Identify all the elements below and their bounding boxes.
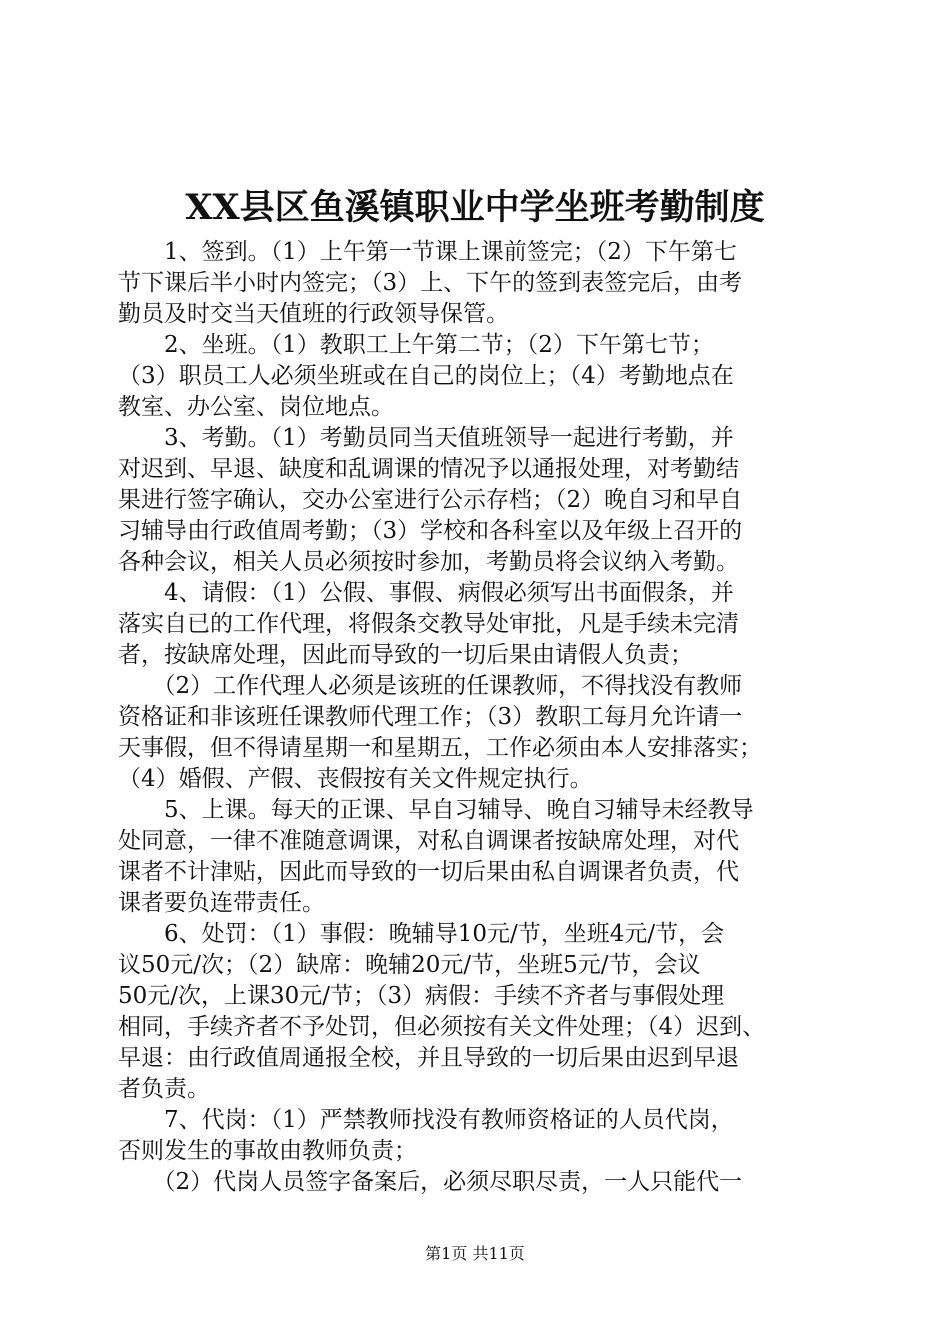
body-line: （3）职员工人必须坐班或在自己的岗位上；（4）考勤地点在 — [118, 363, 734, 389]
document-title: XX县区鱼溪镇职业中学坐班考勤制度 — [185, 187, 765, 228]
body-line: 2、坐班。（1）教职工上午第二节；（2）下午第七节； — [118, 332, 714, 358]
body-line: 天事假，但不得请星期一和星期五，工作必须由本人安排落实； — [118, 735, 762, 761]
page-footer: 第1页 共11页 — [425, 1244, 525, 1263]
body-line: （2）代岗人员签字备案后，必须尽职尽责，一人只能代一 — [118, 1169, 743, 1195]
body-line: 课者要负连带责任。 — [118, 890, 325, 916]
body-line: 早退：由行政值周通报全校，并且导致的一切后果由迟到早退 — [118, 1045, 739, 1071]
body-line: 课者不计津贴，因此而导致的一切后果由私自调课者负责，代 — [118, 859, 739, 885]
body-line: 者，按缺席处理，因此而导致的一切后果由请假人负责； — [118, 642, 693, 668]
body-line: 相同，手续齐者不予处罚，但必须按有关文件处理；（4）迟到、 — [118, 1014, 766, 1040]
body-line: （4）婚假、产假、丧假按有关文件规定执行。 — [118, 766, 593, 792]
body-line: 果进行签字确认，交办公室进行公示存档；（2）晚自习和早自 — [118, 487, 743, 513]
body-line: 4、请假：（1）公假、事假、病假必须写出书面假条，并 — [118, 580, 734, 606]
body-line: （2）工作代理人必须是该班的任课教师，不得找没有教师 — [118, 673, 743, 699]
body-line: 50元/次，上课30元/节；（3）病假：手续不齐者与事假处理 — [118, 983, 725, 1009]
body-line: 勤员及时交当天值班的行政领导保管。 — [118, 301, 509, 327]
body-line: 5、上课。每天的正课、早自习辅导、晚自习辅导未经教导 — [118, 797, 754, 823]
body-line: 资格证和非该班任课教师代理工作；（3）教职工每月允许请一 — [118, 704, 743, 730]
body-line: 者负责。 — [118, 1076, 210, 1102]
document-body — [118, 237, 838, 1198]
body-line: 6、处罚：（1）事假：晚辅导10元/节，坐班4元/节，会 — [118, 921, 725, 947]
body-line: 7、代岗：（1）严禁教师找没有教师资格证的人员代岗， — [118, 1107, 734, 1133]
body-line: 3、考勤。（1）考勤员同当天值班领导一起进行考勤，并 — [118, 425, 734, 451]
body-line: 各种会议，相关人员必须按时参加，考勤员将会议纳入考勤。 — [118, 549, 739, 575]
body-line: 1、签到。（1）上午第一节课上课前签完；（2）下午第七 — [118, 239, 737, 265]
body-line: 教室、办公室、岗位地点。 — [118, 394, 394, 420]
body-line: 节下课后半小时内签完；（3）上、下午的签到表签完后，由考 — [118, 270, 743, 296]
body-line: 习辅导由行政值周考勤；（3）学校和各科室以及年级上召开的 — [118, 518, 743, 544]
body-line: 落实自已的工作代理，将假条交教导处审批，凡是手续未完清 — [118, 611, 739, 637]
body-line: 对迟到、早退、缺度和乱调课的情况予以通报处理，对考勤结 — [118, 456, 739, 482]
body-line: 议50元/次；（2）缺席：晚辅20元/节，坐班5元/节，会议 — [118, 952, 701, 978]
body-line: 否则发生的事故由教师负责； — [118, 1138, 417, 1164]
body-line: 处同意，一律不准随意调课，对私自调课者按缺席处理，对代 — [118, 828, 739, 854]
